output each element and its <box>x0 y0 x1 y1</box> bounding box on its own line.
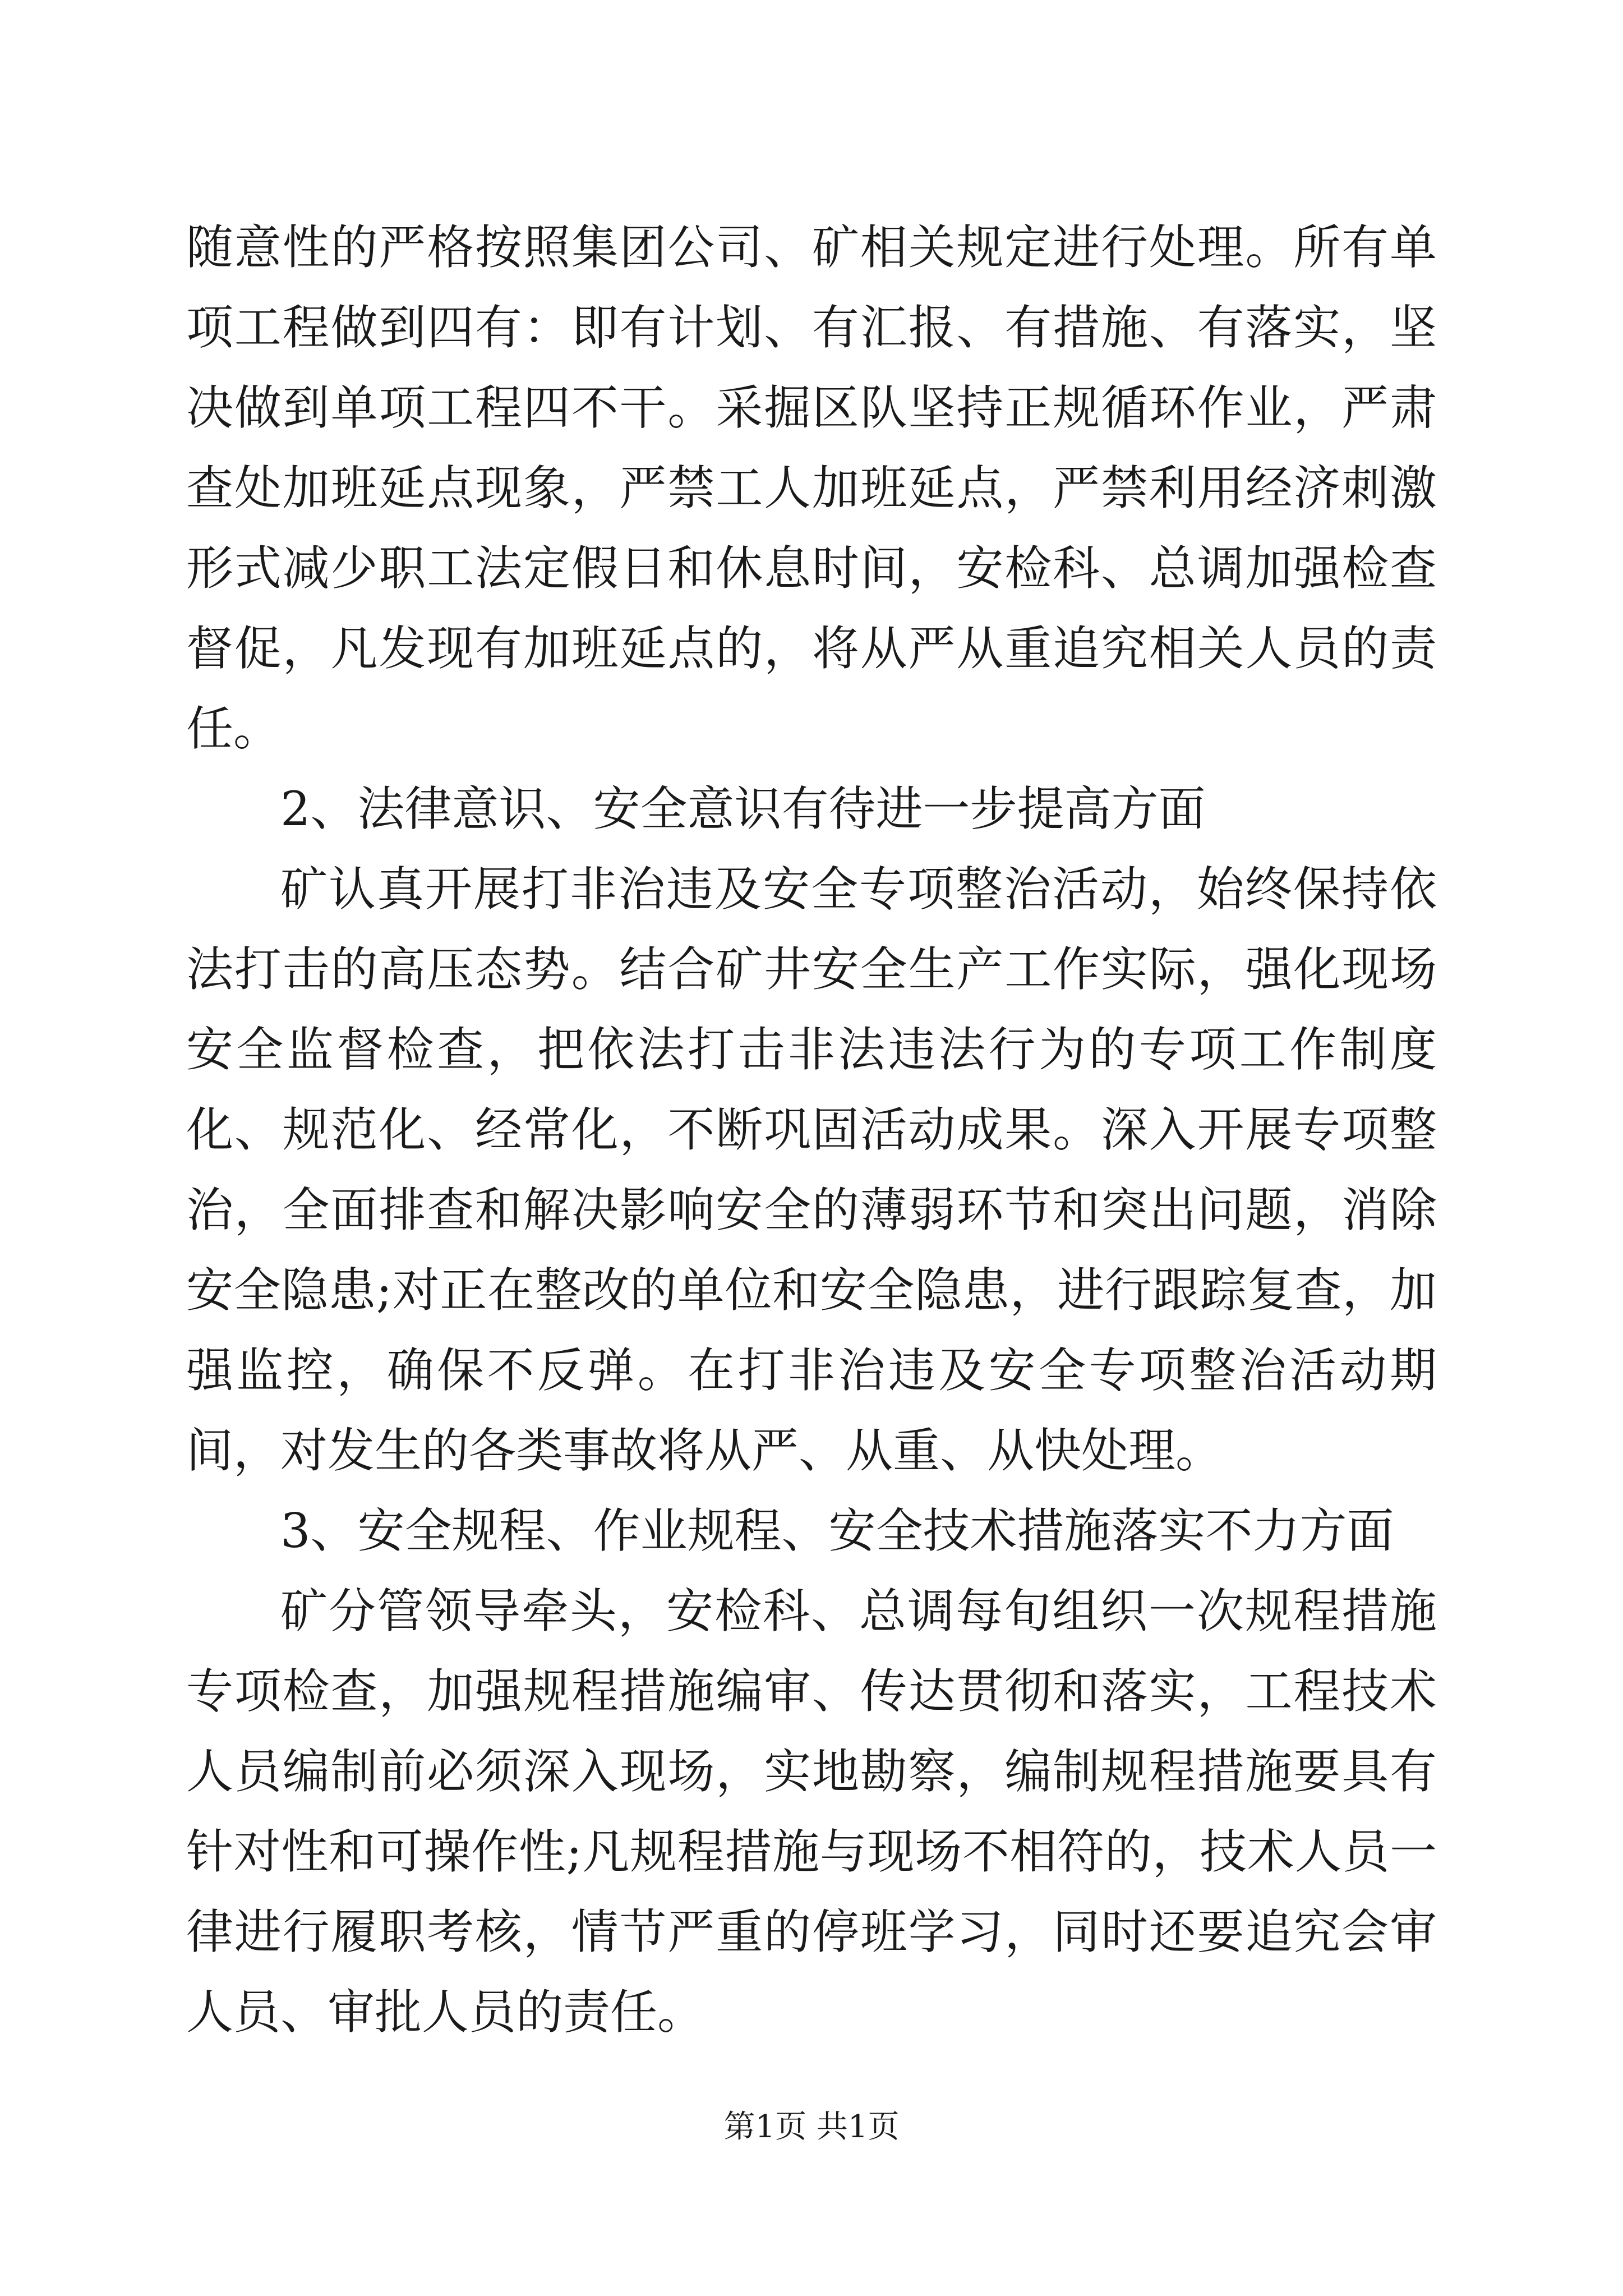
section-heading-3: 3、安全规程、作业规程、安全技术措施落实不力方面 <box>280 1503 1394 1558</box>
paragraph-continued: 随意性的严格按照集团公司、矿相关规定进行处理。所有单项工程做到四有：即有计划、有汇报、有措施、有落实，坚决做到单项工程四不干。采掘区队坚持正规循环作业，严肃查处加班延点现象，严禁工人加班延点，严禁利用经济刺激形式减少职工法定假日和休息时间，安检科、总调加强检查督促，凡发现有加班延点的，将从严从重追究相关人员的责任。 <box>186 220 1437 756</box>
section-heading-2: 2、法律意识、安全意识有待进一步提高方面 <box>280 781 1206 836</box>
document-body <box>186 208 1437 2053</box>
paragraph-section-2: 矿认真开展打非治违及安全专项整治活动，始终保持依法打击的高压态势。结合矿井安全生产工作实际，强化现场安全监督检查，把依法打击非法违法行为的专项工作制度化、规范化、经常化，不断巩固活动成果。深入开展专项整治，全面排查和解决影响安全的薄弱环节和突出问题，消除安全隐患;对正在整改的单位和安全隐患，进行跟踪复查，加强监控，确保不反弹。在打非治违及安全专项整治活动期间，对发生的各类事故将从严、从重、从快处理。 <box>186 862 1437 1478</box>
paragraph-section-3: 矿分管领导牵头，安检科、总调每旬组织一次规程措施专项检查，加强规程措施编审、传达贯彻和落实，工程技术人员编制前必须深入现场，实地勘察，编制规程措施要具有针对性和可操作性;凡规程措施与现场不相符的，技术人员一律进行履职考核，情节严重的停班学习，同时还要追究会审人员、审批人员的责任。 <box>186 1584 1437 2040</box>
page-footer: 第1页 共1页 <box>723 2109 900 2145</box>
